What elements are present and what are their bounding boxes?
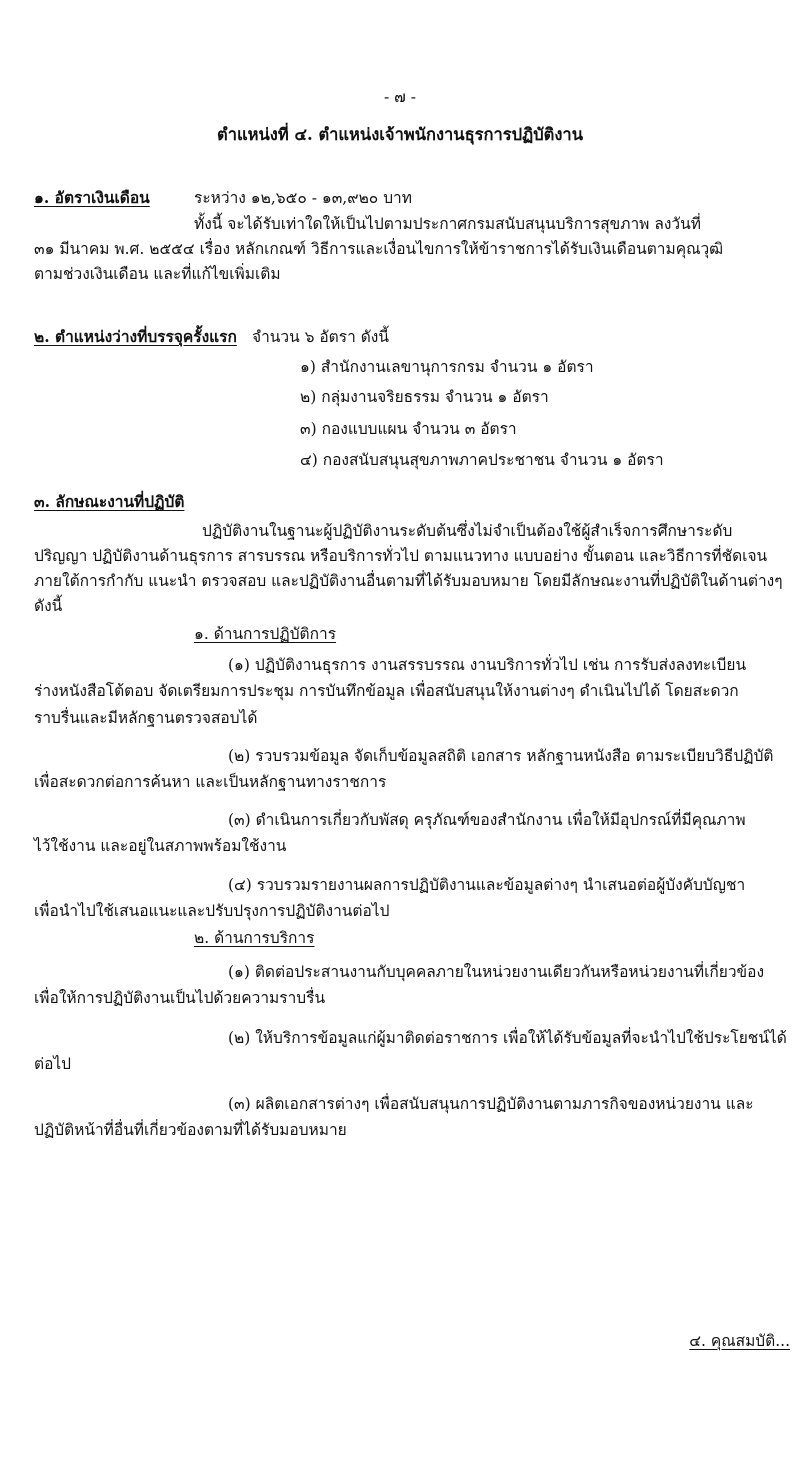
section3-paragraph-line: ภายใต้การกำกับ แนะนำ ตรวจสอบ และปฏิบัติงานอื่นตามที่ได้รับมอบหมาย โดยมีลักษณะงานที่ปฏิบัติในด้านต่างๆ <box>34 572 783 590</box>
duty-line: (๑) ปฏิบัติงานธุรการ งานสรรบรรณ งานบริการทั่วไป เช่น การรับส่งลงทะเบียน <box>228 656 747 674</box>
list-item: ๓) กองแบบแผน จำนวน ๓ อัตรา <box>300 420 517 438</box>
duty-line: เพื่อสะดวกต่อการค้นหา และเป็นหลักฐานทางราชการ <box>34 773 387 791</box>
duty-line: (๒) รวบรวมข้อมูล จัดเก็บข้อมูลสถิติ เอกสาร หลักฐานหนังสือ ตามระเบียบวิธีปฏิบัติ <box>228 747 774 765</box>
page-number: - ๗ - <box>384 88 416 106</box>
duty-line: ปฏิบัติหน้าที่อื่นที่เกี่ยวข้องตามที่ได้รับมอบหมาย <box>34 1121 347 1139</box>
duty-line: (๑) ติดต่อประสานงานกับบุคคลภายในหน่วยงานเดียวกันหรือหน่วยงานที่เกี่ยวข้อง <box>228 963 765 981</box>
duty-line: (๓) ดำเนินการเกี่ยวกับพัสดุ ครุภัณฑ์ของสำนักงาน เพื่อให้มีอุปกรณ์ที่มีคุณภาพ <box>228 811 746 829</box>
section3-paragraph-line: ดังนี้ <box>34 597 63 615</box>
duty-line: (๔) รวบรวมรายงานผลการปฏิบัติงานและข้อมูลต่างๆ นำเสนอต่อผู้บังคับบัญชา <box>228 876 746 894</box>
section1-paragraph-line: ๓๑ มีนาคม พ.ศ. ๒๕๕๔ เรื่อง หลักเกณฑ์ วิธีการและเงื่อนไขการให้ข้าราชการได้รับเงินเดือนตามคุณวุฒิ <box>34 240 724 258</box>
duty-line: ต่อไป <box>34 1055 72 1073</box>
duty-line: ร่างหนังสือโต้ตอบ จัดเตรียมการประชุม การบันทึกข้อมูล เพื่อสนับสนุนให้งานต่างๆ ดำเนินไปได้ โดยสะดวก <box>34 682 739 700</box>
continuation-marker: ๔. คุณสมบัติ... <box>689 1332 790 1350</box>
section1-heading: ๑. อัตราเงินเดือน <box>34 188 150 207</box>
section1-paragraph-line: ทั้งนี้ จะได้รับเท่าใดให้เป็นไปตามประกาศกรมสนับสนุนบริการสุขภาพ ลงวันที่ <box>194 215 701 233</box>
section3-paragraph-line: ปริญญา ปฏิบัติงานด้านธุรการ สารบรรณ หรือบริการทั่วไป ตามแนวทาง แบบอย่าง ขั้นตอน และวิธีการที่ชัดเจน <box>34 547 768 565</box>
list-item: ๔) กองสนับสนุนสุขภาพภาคประชาชน จำนวน ๑ อัตรา <box>300 451 664 469</box>
list-item: ๑) สำนักงานเลขานุการกรม จำนวน ๑ อัตรา <box>300 358 594 376</box>
page-title: ตำแหน่งที่ ๔. ตำแหน่งเจ้าพนักงานธุรการปฏิบัติงาน <box>217 125 583 144</box>
duty-line: เพื่อนำไปใช้เสนอแนะและปรับปรุงการปฏิบัติงานต่อไป <box>34 902 390 920</box>
duty-line: (๒) ให้บริการข้อมูลแก่ผู้มาติดต่อราชการ เพื่อให้ได้รับข้อมูลที่จะนำไปใช้ประโยชน์ได้ <box>228 1029 787 1047</box>
duty-line: (๓) ผลิตเอกสารต่างๆ เพื่อสนับสนุนการปฏิบัติงานตามภารกิจของหน่วยงาน และ <box>228 1095 754 1113</box>
section3-paragraph-line: ปฏิบัติงานในฐานะผู้ปฏิบัติงานระดับต้นซึ่งไม่จำเป็นต้องใช้ผู้สำเร็จการศึกษาระดับ <box>202 522 733 540</box>
section3-heading: ๓. ลักษณะงานที่ปฏิบัติ <box>34 492 185 511</box>
subsection-heading: ๒. ด้านการบริการ <box>194 929 315 947</box>
salary-range: ระหว่าง ๑๒,๖๕๐ - ๑๓,๙๒๐ บาท <box>194 189 412 207</box>
position-count: จำนวน ๖ อัตรา ดังนี้ <box>252 328 389 346</box>
duty-line: เพื่อให้การปฏิบัติงานเป็นไปด้วยความราบรื่น <box>34 989 326 1007</box>
duty-line: ไว้ใช้งาน และอยู่ในสภาพพร้อมใช้งาน <box>34 837 287 855</box>
subsection-heading: ๑. ด้านการปฏิบัติการ <box>194 625 337 643</box>
section1-paragraph-line: ตามช่วงเงินเดือน และที่แก้ไขเพิ่มเติม <box>34 265 281 283</box>
list-item: ๒) กลุ่มงานจริยธรรม จำนวน ๑ อัตรา <box>300 388 549 406</box>
section2-heading: ๒. ตำแหน่งว่างที่บรรจุครั้งแรก <box>34 327 237 346</box>
duty-line: ราบรื่นและมีหลักฐานตรวจสอบได้ <box>34 709 258 727</box>
